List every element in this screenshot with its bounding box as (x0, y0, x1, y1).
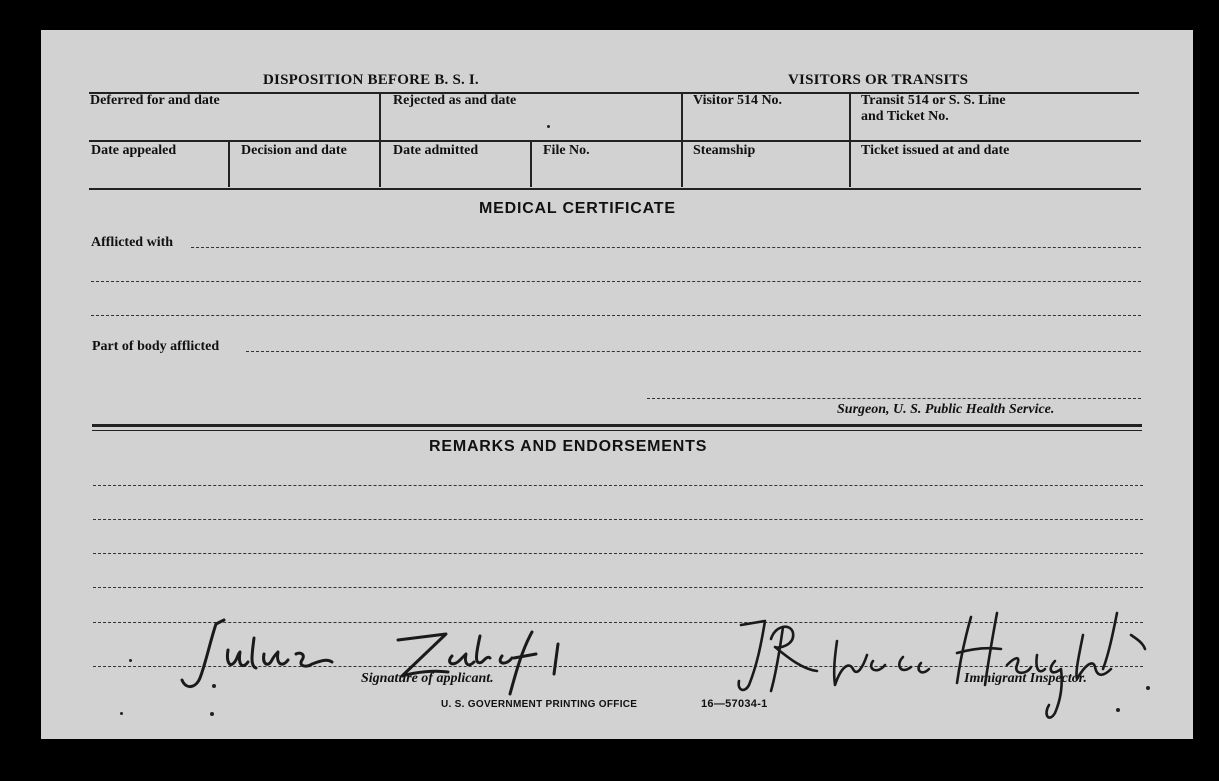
part-of-body-label: Part of body afflicted (92, 339, 220, 354)
dashed-line (246, 351, 1141, 352)
paper-speck (1116, 708, 1120, 712)
divider-vertical (681, 94, 683, 187)
surgeon-signature-line (647, 398, 1141, 399)
signature-of-applicant-label: Signature of applicant. (361, 671, 494, 686)
inspector-signature (731, 595, 1151, 725)
visitors-title: VISITORS OR TRANSITS (788, 72, 969, 88)
divider-vertical (849, 94, 851, 187)
dashed-line (91, 315, 1141, 316)
divider-vertical (379, 94, 381, 187)
double-rule (92, 424, 1142, 427)
medical-certificate-title: MEDICAL CERTIFICATE (479, 200, 676, 217)
immigrant-inspector-label: Immigrant Inspector. (964, 671, 1087, 686)
dashed-line (93, 587, 1143, 588)
paper-speck (212, 684, 216, 688)
decision-label: Decision and date (241, 143, 347, 158)
surgeon-label: Surgeon, U. S. Public Health Service. (837, 402, 1055, 417)
paper-speck (120, 712, 123, 715)
remarks-title: REMARKS AND ENDORSEMENTS (429, 438, 708, 455)
middle-rule (89, 140, 1141, 142)
dashed-line (93, 519, 1143, 520)
dashed-line (93, 485, 1143, 486)
dashed-line (191, 247, 1141, 248)
transit-label-line1: Transit 514 or S. S. Line (861, 93, 1006, 108)
double-rule (92, 430, 1142, 431)
deferred-label: Deferred for and date (90, 93, 220, 108)
printer-credit: U. S. GOVERNMENT PRINTING OFFICE (441, 699, 638, 710)
applicant-signature (176, 610, 566, 700)
date-admitted-label: Date admitted (393, 143, 479, 158)
divider-vertical (228, 142, 230, 187)
rejected-label: Rejected as and date (393, 93, 517, 108)
paper-speck (129, 659, 132, 662)
form-number: 16—57034-1 (701, 698, 768, 710)
dashed-line (93, 553, 1143, 554)
visitor-label: Visitor 514 No. (693, 93, 783, 108)
paper-speck (210, 712, 214, 716)
divider-vertical (530, 142, 532, 187)
record-card (41, 30, 1193, 739)
ticket-issued-label: Ticket issued at and date (861, 143, 1010, 158)
paper-speck (547, 125, 550, 128)
date-appealed-label: Date appealed (91, 143, 177, 158)
paper-speck (1146, 686, 1150, 690)
grid-bottom-rule (89, 188, 1141, 190)
afflicted-with-label: Afflicted with (91, 235, 174, 250)
dashed-line (91, 281, 1141, 282)
file-no-label: File No. (543, 143, 590, 158)
disposition-title: DISPOSITION BEFORE B. S. I. (263, 72, 479, 88)
steamship-label: Steamship (693, 143, 756, 158)
transit-label-line2: and Ticket No. (861, 109, 949, 124)
